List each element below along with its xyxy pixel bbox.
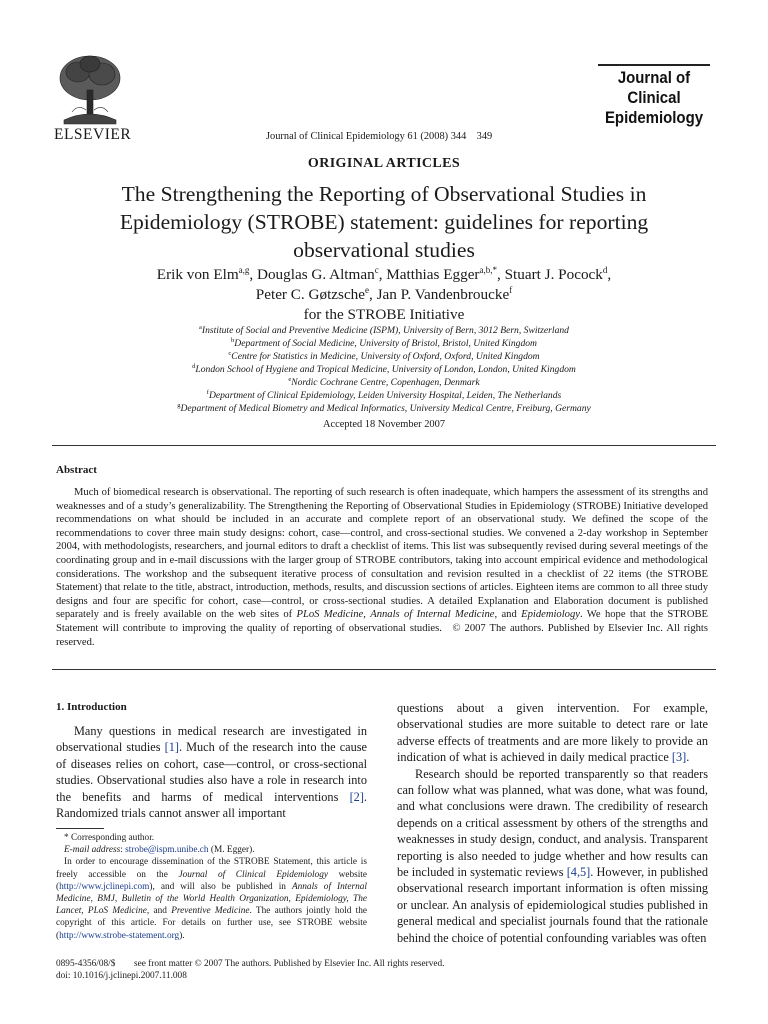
author-affiliation-marker: f bbox=[509, 284, 513, 295]
section-label: ORIGINAL ARTICLES bbox=[307, 156, 461, 171]
abstract-bottom-divider bbox=[52, 669, 716, 670]
affiliation-text: Nordic Cochrane Centre, Copenhagen, Denmark bbox=[291, 377, 480, 388]
author-name[interactable]: Jan P. Vandenbroucke bbox=[376, 286, 510, 303]
journal-name: Preventive Medicine bbox=[171, 906, 250, 917]
journal-title-line: Clinical bbox=[627, 88, 681, 107]
paragraph-text: . bbox=[686, 750, 690, 765]
page-footer bbox=[56, 958, 445, 982]
author-affiliation-marker: d bbox=[602, 264, 608, 275]
author-name[interactable]: Matthias Egger bbox=[386, 266, 480, 283]
citation-link[interactable]: [3] bbox=[671, 750, 687, 765]
affiliation bbox=[60, 376, 708, 389]
journal-title-line: Epidemiology bbox=[604, 108, 704, 127]
journal-name: PLoS Medicine bbox=[296, 609, 364, 621]
affiliation-marker: b bbox=[231, 336, 235, 344]
email-note: E-mail address: strobe@ispm.unibe.ch (M. Egger). bbox=[64, 845, 255, 856]
corresponding-author-note: * Corresponding author. bbox=[64, 833, 155, 843]
initiative-line: for the STROBE Initiative bbox=[303, 306, 465, 323]
issn-line: 0895-4356/08/$ see front matter © 2007 The authors. Published by Elsevier Inc. All rights reserved. bbox=[56, 959, 445, 969]
author-affiliation-marker: c bbox=[374, 264, 379, 275]
note-text: ). bbox=[179, 930, 185, 941]
abstract-separator: , bbox=[363, 609, 371, 621]
abstract-heading: Abstract bbox=[56, 464, 97, 476]
author-name[interactable]: Douglas G. Altman bbox=[256, 266, 375, 283]
citation-link[interactable]: [4,5] bbox=[566, 865, 591, 880]
affiliation-text: Department of Clinical Epidemiology, Leiden University Hospital, Leiden, The Netherlands bbox=[208, 390, 562, 401]
website-link[interactable]: http://www.strobe-statement.org bbox=[59, 930, 180, 941]
author-name[interactable]: Erik von Elm bbox=[156, 266, 239, 283]
affiliation-marker: d bbox=[192, 362, 196, 370]
author-name[interactable]: Stuart J. Pocock bbox=[504, 266, 603, 283]
article-title bbox=[60, 180, 708, 264]
title-line: observational studies bbox=[293, 238, 475, 262]
affiliation bbox=[60, 337, 708, 350]
author-separator: , bbox=[249, 266, 257, 283]
website-link[interactable]: http://www.jclinepi.com bbox=[59, 881, 150, 892]
intro-paragraph bbox=[56, 723, 367, 821]
intro-paragraph bbox=[397, 766, 708, 946]
note-text: , and bbox=[146, 906, 172, 917]
title-line: The Strengthening the Reporting of Observational Studies in bbox=[121, 182, 647, 206]
note-text: . The authors jointly hold the copyright of this article. For details on further use, see STROBE website ( bbox=[56, 906, 367, 941]
journal-name: Journal of Clinical Epidemiology bbox=[178, 869, 328, 880]
author-separator: , bbox=[607, 266, 612, 283]
affiliation bbox=[60, 389, 708, 402]
intro-paragraph-continued bbox=[397, 700, 708, 766]
affiliation bbox=[60, 350, 708, 363]
affiliation-text: London School of Hygiene and Tropical Medicine, University of London, London, United Kingdom bbox=[195, 364, 576, 375]
doi-line: doi: 10.1016/j.jclinepi.2007.11.008 bbox=[56, 971, 187, 981]
author-list bbox=[60, 265, 708, 325]
author-separator: , bbox=[369, 286, 377, 303]
email-label: E-mail address bbox=[64, 845, 121, 856]
elsevier-tree-logo bbox=[50, 50, 130, 128]
affiliation-text: Department of Medical Biometry and Medical Informatics, University Medical Centre, Freiburg, Germany bbox=[180, 403, 591, 414]
citation-link[interactable]: [2] bbox=[349, 789, 364, 804]
affiliation-text: Centre for Statistics in Medicine, University of Oxford, Oxford, United Kingdom bbox=[231, 351, 540, 362]
affiliation bbox=[60, 402, 708, 415]
affiliation bbox=[60, 363, 708, 376]
paragraph-text: . Much of the research into the cause of diseases relies on cohort, case—control, or cross-sectional studies. Observational studies also have a role in research into the benefits and harms of medical interventions bbox=[56, 740, 367, 804]
affiliation bbox=[60, 324, 708, 337]
author-name[interactable]: Peter C. Gøtzsche bbox=[255, 286, 366, 303]
abstract-body bbox=[56, 486, 708, 649]
affiliation-marker: a bbox=[199, 323, 202, 331]
journal-title-line: Journal of bbox=[617, 68, 691, 87]
paragraph-text: Research should be reported transparently so that readers can follow what was planned, what was done, what was found, and what conclusions were drawn. The credibility of research depends on a critical assessment by others of the strengths and weaknesses in study design, conduct, and analysis. Transparent reporting is also needed to judge whether and how results can be included in systematic reviews bbox=[397, 766, 708, 880]
section-heading-introduction: 1. Introduction bbox=[56, 701, 127, 713]
affiliation-marker: g bbox=[177, 401, 181, 409]
affiliation-text: Institute of Social and Preventive Medicine (ISPM), University of Bern, 3012 Bern, Switzerland bbox=[201, 325, 569, 336]
author-separator: , bbox=[378, 266, 387, 283]
author-separator: , bbox=[497, 266, 505, 283]
author-affiliation-marker: a,g bbox=[238, 264, 250, 275]
author-affiliation-marker: e bbox=[365, 284, 370, 295]
paragraph-text: . Randomized trials cannot answer all important bbox=[56, 789, 367, 821]
title-line: Epidemiology (STROBE) statement: guidelines for reporting bbox=[119, 210, 649, 234]
dissemination-note bbox=[56, 856, 367, 941]
email-suffix: (M. Egger). bbox=[208, 845, 255, 856]
note-text: ), and will also be published in bbox=[149, 881, 292, 892]
author-affiliation-marker: a,b,* bbox=[479, 264, 497, 275]
abstract-top-divider bbox=[52, 445, 716, 446]
left-column bbox=[56, 701, 367, 821]
journal-name: Annals of Internal Medicine bbox=[370, 609, 495, 621]
affiliation-marker: c bbox=[228, 349, 232, 357]
footnote-divider bbox=[56, 828, 104, 829]
right-column bbox=[397, 700, 708, 946]
paragraph-text: questions about a given intervention. For example, observational studies are more suitable to detect rare or late adverse effects of treatments and are more likely to provide an indication of what is achieved in daily medical practice bbox=[397, 701, 708, 765]
journal-title-box bbox=[598, 64, 710, 128]
abstract-text: Much of biomedical research is observational. The reporting of such research is often inadequate, which hampers the assessment of its strengths and weaknesses and of a study’s generalizability. The Strengthening the Reporting of Observational Studies in Epidemiology (STROBE) Initiative developed recommendations on what should be included in an accurate and complete report of an observational study. We defined the scope of the recommendations to cover three main study designs: cohort, case—control, and cross-sectional studies. We convened a 2-day workshop in September 2004, with methodologists, researchers, and journal editors to draft a checklist of items. This list was subsequently revised during several meetings of the coordinating group and in e-mail discussions with the larger group of STROBE contributors, taking into account empirical evidence and methodological considerations. The workshop and the subsequent iterative process of consultation and revision resulted in a checklist of 22 items (the STROBE Statement) that relate to the title, abstract, introduction, methods, results, and discussion sections of articles. Eighteen items are common to all three study designs and four are specific for cohort, case—control, or cross-sectional studies. A detailed Explanation and Elaboration document is published separately and is freely available on the web sites of bbox=[56, 487, 708, 621]
journal-citation: Journal of Clinical Epidemiology 61 (2008) 344 349 bbox=[266, 131, 493, 142]
note-text: In order to encourage dissemination of the STROBE Statement, this article is freely accessible on the bbox=[56, 857, 367, 880]
journal-name: Epidemiology bbox=[521, 609, 580, 621]
abstract-text: . We hope that the STROBE Statement will contribute to improving the quality of reporting of observational studies. © 2007 The authors. Published by Elsevier Inc. All rights reserved. bbox=[56, 609, 709, 648]
affiliation-text: Department of Social Medicine, University of Bristol, Bristol, United Kingdom bbox=[234, 338, 537, 349]
note-text: website ( bbox=[56, 869, 368, 892]
affiliation-marker: e bbox=[288, 375, 292, 383]
paragraph-text: . However, in published observational research important information is often missing or unclear. An analysis of epidemiological studies published in general medical and specialist journals found that the rationale behind the choice of potential confounding variables was often bbox=[397, 865, 708, 945]
journal-name: Annals of Internal Medicine, BMJ, Bulletin of the World Health Organization, Epidemiology, The Lancet, PLoS Medicine bbox=[56, 881, 367, 917]
affiliation-list bbox=[60, 324, 708, 415]
paragraph-text: Many questions in medical research are investigated in observational studies bbox=[56, 724, 367, 755]
footnotes bbox=[56, 832, 367, 942]
email-link[interactable]: strobe@ispm.unibe.ch bbox=[125, 845, 209, 856]
citation-link[interactable]: [1] bbox=[164, 740, 179, 755]
accepted-date: Accepted 18 November 2007 bbox=[322, 419, 446, 430]
abstract-separator: , and bbox=[494, 609, 522, 621]
affiliation-marker: f bbox=[206, 388, 209, 396]
publisher-name: ELSEVIER bbox=[54, 126, 132, 143]
